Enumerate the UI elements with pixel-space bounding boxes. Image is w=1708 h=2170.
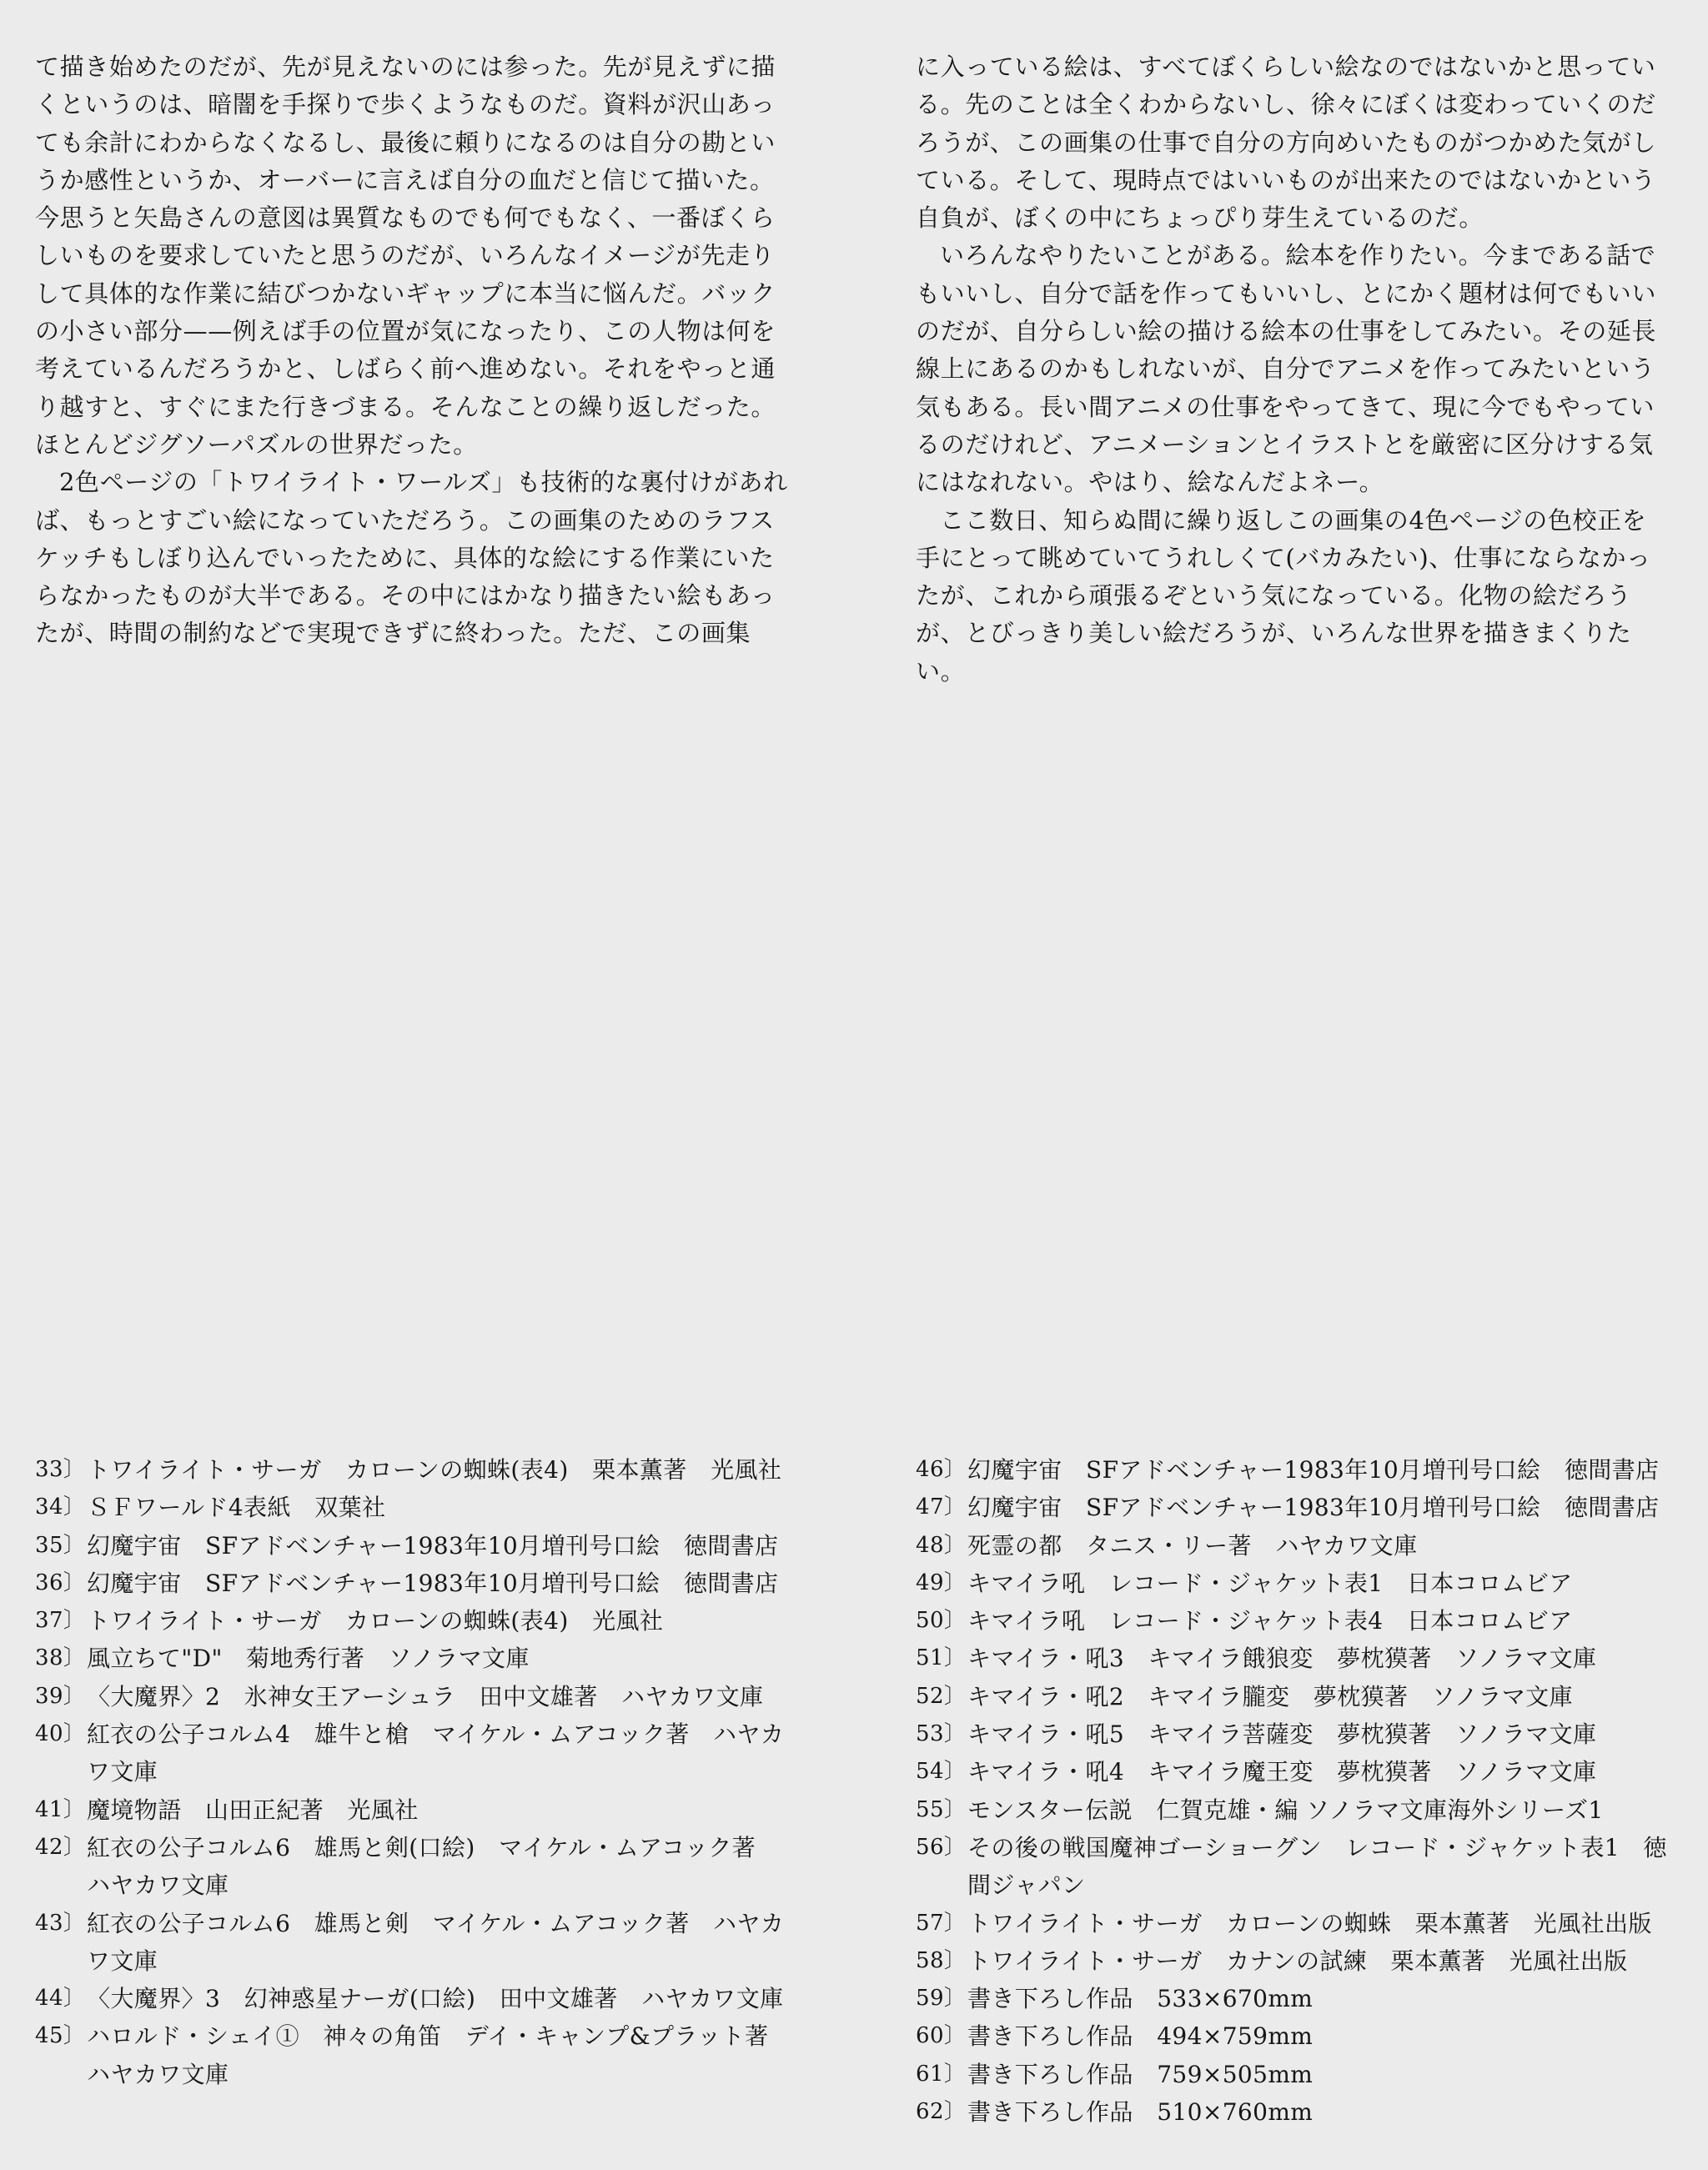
caption-text: その後の戦国魔神ゴーショーグン レコード・ジャケット表1 徳間ジャパン (967, 1833, 1667, 1900)
caption-number: 57〕 (916, 1910, 967, 1936)
essay-paragraph: 2色ページの「トワイライト・ワールズ」も技術的な裏付けがあれば、もっとすごい絵になっていただろう。この画集のためのラフスケッチもしぼり込んでいったために、具体的な絵にする作業にいたらなかったものが大半である。その中にはかなり描きたい絵もあったが、時間の制約などで実現できずに終わった。ただ、この画集 (35, 468, 788, 648)
caption-item (35, 1829, 790, 1905)
caption-text: 書き下ろし作品 533×670mm (967, 1985, 1314, 2013)
caption-number: 47〕 (916, 1494, 967, 1520)
caption-item (916, 1527, 1670, 1565)
caption-number: 40〕 (35, 1721, 86, 1747)
essay-paragraph: ここ数日、知らぬ間に繰り返しこの画集の4色ページの色校正を手にとって眺めていてうれしくて(バカみたい)、仕事にならなかったが、これから頑張るぞという気になっている。化物の絵だろうが、とびっきり美しい絵だろうが、いろんな世界を描きまくりたい。 (916, 505, 1651, 686)
caption-item (916, 1715, 1670, 1753)
caption-text: キマイラ・吼5 キマイラ菩薩変 夢枕獏著 ソノラマ文庫 (967, 1720, 1597, 1749)
caption-item (916, 1640, 1670, 1677)
caption-number: 55〕 (916, 1796, 967, 1822)
caption-number: 53〕 (916, 1721, 967, 1747)
caption-item (35, 1640, 790, 1677)
caption-number: 46〕 (916, 1457, 967, 1482)
caption-number: 33〕 (35, 1457, 86, 1482)
caption-item (916, 2093, 1670, 2131)
caption-item (916, 1942, 1670, 1980)
caption-number: 43〕 (35, 1910, 86, 1936)
essay-paragraph: いろんなやりたいことがある。絵本を作りたい。今まである話でもいいし、自分で話を作ってもいいし、とにかく題材は何でもいいのだが、自分らしい絵の描ける絵本の仕事をしてみたい。その延長線上にあるのかもしれないが、自分でアニメを作ってみたいという気もある。長い間アニメの仕事をやってきて、現に今でもやっているのだけれど、アニメーションとイラストとを厳密に区分けする気にはなれない。やはり、絵なんだよネー。 (916, 241, 1657, 497)
caption-text: 紅衣の公子コルム6 雄馬と剣(口絵) マイケル・ムアコック著 ハヤカワ文庫 (87, 1833, 780, 1900)
caption-text: 〈大魔界〉3 幻神惑星ナーガ(口絵) 田中文雄著 ハヤカワ文庫 (87, 1985, 784, 2013)
caption-item (35, 1791, 790, 1829)
caption-number: 42〕 (35, 1834, 86, 1860)
caption-number: 61〕 (916, 2061, 967, 2087)
essay-paragraph: て描き始めたのだが、先が見えないのには参った。先が見えずに描くというのは、暗闇を手探りで歩くようなものだ。資料が沢山あっても余計にわからなくなるし、最後に頼りになるのは自分の勘というか感性というか、オーバーに言えば自分の血だと信じて描いた。今思うと矢島さんの意図は異質なものでも何でもなく、一番ぼくらしいものを要求していたと思うのだが、いろんなイメージが先走りして具体的な作業に結びつかないギャップに本当に悩んだ。バックの小さい部分——例えば手の位置が気になったり、この人物は何を考えているんだろうかと、しばらく前へ進めない。それをやっと通り越すと、すぐにまた行きづまる。そんなことの繰り返しだった。ほとんどジグソーパズルの世界だった。 (35, 53, 776, 459)
caption-item (916, 1565, 1670, 1602)
caption-item (916, 1602, 1670, 1640)
caption-number: 37〕 (35, 1608, 86, 1634)
caption-text: 死霊の都 タニス・リー著 ハヤカワ文庫 (967, 1531, 1418, 1560)
caption-list-left (35, 1451, 790, 2093)
caption-number: 41〕 (35, 1796, 86, 1822)
caption-text: キマイラ・吼4 キマイラ魔王変 夢枕獏著 ソノラマ文庫 (967, 1758, 1597, 1786)
essay-left-column (35, 48, 790, 653)
caption-text: トワイライト・サーガ カローンの蜘蛛(表4) 光風社 (87, 1607, 664, 1635)
caption-number: 50〕 (916, 1608, 967, 1634)
caption-number: 62〕 (916, 2099, 967, 2125)
caption-text: トワイライト・サーガ カローンの蜘蛛(表4) 栗本薫著 光風社 (87, 1456, 782, 1484)
caption-text: トワイライト・サーガ カナンの試練 栗本薫著 光風社出版 (967, 1946, 1628, 1975)
caption-item (35, 1565, 790, 1602)
essay-right-column (916, 48, 1670, 691)
caption-number: 49〕 (916, 1570, 967, 1595)
caption-item (35, 1602, 790, 1640)
caption-number: 45〕 (35, 2023, 86, 2049)
caption-item (916, 1791, 1670, 1829)
caption-text: 紅衣の公子コルム6 雄馬と剣 マイケル・ムアコック著 ハヤカワ文庫 (87, 1909, 785, 1975)
caption-number: 39〕 (35, 1683, 86, 1709)
caption-number: 35〕 (35, 1532, 86, 1558)
caption-number: 58〕 (916, 1947, 967, 1973)
caption-number: 44〕 (35, 1986, 86, 2012)
caption-text: 幻魔宇宙 SFアドベンチャー1983年10月増刊号口絵 徳間書店 (87, 1531, 779, 1560)
caption-item (916, 1829, 1670, 1905)
caption-text: 幻魔宇宙 SFアドベンチャー1983年10月増刊号口絵 徳間書店 (967, 1456, 1660, 1484)
caption-number: 34〕 (35, 1494, 86, 1520)
caption-item (916, 1753, 1670, 1791)
essay-paragraph: に入っている絵は、すべてぼくらしい絵なのではないかと思っている。先のことは全くわからないし、徐々にぼくは変わっていくのだろうが、この画集の仕事で自分の方向めいたものがつかめた気がしている。そして、現時点ではいいものが出来たのではないかという自負が、ぼくの中にちょっぴり芽生えているのだ。 (916, 53, 1657, 233)
caption-text: キマイラ・吼3 キマイラ餓狼変 夢枕獏著 ソノラマ文庫 (967, 1645, 1597, 1673)
caption-number: 36〕 (35, 1570, 86, 1595)
caption-text: 風立ちて"D" 菊地秀行著 ソノラマ文庫 (87, 1645, 530, 1673)
caption-item (35, 1527, 790, 1565)
caption-item (35, 1678, 790, 1715)
caption-number: 51〕 (916, 1645, 967, 1671)
caption-item (35, 2017, 790, 2093)
caption-text: 紅衣の公子コルム4 雄牛と槍 マイケル・ムアコック著 ハヤカワ文庫 (87, 1720, 785, 1786)
caption-text: ハロルド・シェイ① 神々の角笛 デイ・キャンプ&プラット著 ハヤカワ文庫 (87, 2022, 792, 2088)
caption-item (916, 1451, 1670, 1489)
caption-text: モンスター伝説 仁賀克雄・編 ソノラマ文庫海外シリーズ1 (967, 1796, 1604, 1824)
caption-text: 幻魔宇宙 SFアドベンチャー1983年10月増刊号口絵 徳間書店 (87, 1569, 779, 1597)
caption-number: 54〕 (916, 1759, 967, 1785)
caption-text: 書き下ろし作品 510×760mm (967, 2098, 1314, 2127)
caption-text: トワイライト・サーガ カローンの蜘蛛 栗本薫著 光風社出版 (967, 1909, 1652, 1937)
caption-item (35, 1489, 790, 1526)
caption-list-right (916, 1451, 1670, 2131)
caption-item (35, 1451, 790, 1489)
caption-item (916, 1489, 1670, 1526)
caption-text: 書き下ろし作品 759×505mm (967, 2060, 1314, 2088)
caption-text: 幻魔宇宙 SFアドベンチャー1983年10月増刊号口絵 徳間書店 (967, 1494, 1660, 1522)
caption-item (916, 2056, 1670, 2093)
caption-item (916, 1678, 1670, 1715)
caption-number: 60〕 (916, 2023, 967, 2049)
caption-number: 59〕 (916, 1986, 967, 2012)
caption-text: 魔境物語 山田正紀著 光風社 (87, 1796, 419, 1824)
caption-number: 56〕 (916, 1834, 967, 1860)
caption-text: 〈大魔界〉2 氷神女王アーシュラ 田中文雄著 ハヤカワ文庫 (87, 1682, 764, 1710)
caption-item (35, 1715, 790, 1791)
caption-text: キマイラ吼 レコード・ジャケット表1 日本コロムビア (967, 1569, 1573, 1597)
caption-text: キマイラ・吼2 キマイラ朧変 夢枕獏著 ソノラマ文庫 (967, 1682, 1573, 1710)
caption-item (35, 1905, 790, 1981)
caption-text: キマイラ吼 レコード・ジャケット表4 日本コロムビア (967, 1607, 1573, 1635)
caption-number: 38〕 (35, 1645, 86, 1671)
caption-item (916, 1905, 1670, 1942)
caption-text: ＳＦワールド4表紙 双葉社 (87, 1494, 386, 1522)
caption-number: 48〕 (916, 1532, 967, 1558)
caption-item (916, 2017, 1670, 2055)
caption-item (916, 1980, 1670, 2017)
caption-item (35, 1980, 790, 2017)
caption-text: 書き下ろし作品 494×759mm (967, 2022, 1314, 2051)
caption-number: 52〕 (916, 1683, 967, 1709)
